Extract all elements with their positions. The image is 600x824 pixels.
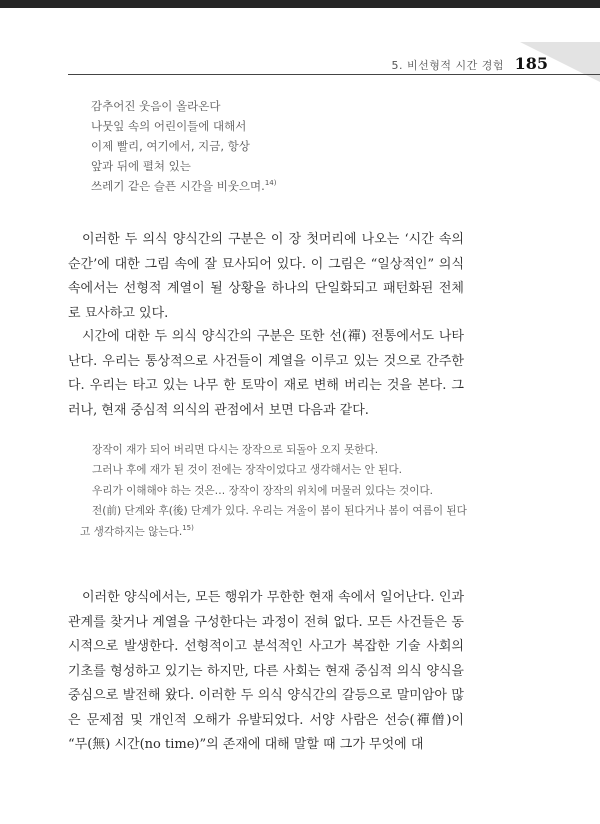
block-quote [80, 440, 468, 542]
quote-line: 장작이 재가 되어 버리면 다시는 장작으로 되돌아 오지 못한다. [92, 444, 379, 456]
poem-line-last [91, 176, 276, 196]
quote-line-last [80, 501, 468, 542]
body-paragraph: 시간에 대한 두 의식 양식간의 구분은 또한 선(禪) 전통에서도 나타난다. 우리는 통상적으로 사건들이 계열을 이루고 있는 것으로 간주한다. 우리는 타고 있는 나무 한 토막이 재로 변해 버리는 것을 본다. 그러나, 현재 중심적 의식의 관점에서 보면 다음과 같다. [68, 329, 464, 418]
poem-block [91, 96, 276, 196]
footnote-marker: 14) [264, 179, 277, 187]
poem-line: 나뭇잎 속의 어린이들에 대해서 [91, 119, 247, 133]
running-head: 5. 비선형적 시간 경험 [391, 59, 504, 72]
footnote-marker: 15) [182, 523, 194, 532]
page-number: 185 [514, 54, 548, 73]
header-rule [68, 74, 600, 75]
poem-line: 앞과 뒤에 펼쳐 있는 [91, 159, 191, 173]
body-paragraph: 이러한 양식에서는, 모든 행위가 무한한 현재 속에서 일어난다. 인과관계를 찾거나 계열을 구성한다는 과정이 전혀 없다. 모든 사건들은 동시적으로 발생한다. 선형적이고 분석적인 사고가 복잡한 기술 사회의 기초를 형성하고 있기는 하지만, 다른 사회는 현재 중심적 의식 양식을 중심으로 발전해 왔다. 이러한 두 의식 양식간의 갈등으로 말미암아 많은 문제점 및 개인적 오해가 유발되었다. 서양 사람은 선승(禪僧)이 “무(無) 시간(no time)”의 존재에 대해 말할 때 그가 무엇에 대 [68, 590, 464, 752]
poem-line: 쓰레기 같은 슬픈 시간을 비웃으며. [91, 179, 265, 193]
poem-line: 감추어진 웃음이 올라온다 [91, 99, 221, 113]
top-border [0, 0, 600, 8]
quote-line: 그러나 후에 재가 된 것이 전에는 장작이었다고 생각해서는 안 된다. [92, 464, 402, 477]
body-paragraph: 이러한 두 의식 양식간의 구분은 이 장 첫머리에 나오는 ‘시간 속의 순간’에 대한 그림 속에 잘 묘사되어 있다. 이 그림은 “일상적인” 의식 속에서는 선형적 계열이 될 상황을 하나의 단일화되고 패턴화된 전체로 묘사하고 있다. [68, 232, 464, 321]
quote-line: 우리가 이해해야 하는 것은… 장작이 장작의 위치에 머물러 있다는 것이다. [92, 484, 434, 497]
poem-line: 이제 빨리, 여기에서, 지금, 항상 [91, 139, 250, 153]
quote-line: 전(前) 단계와 후(後) 단계가 있다. 우리는 겨울이 봄이 된다거나 봄이 여름이 된다고 생각하지는 않는다. [80, 505, 467, 538]
